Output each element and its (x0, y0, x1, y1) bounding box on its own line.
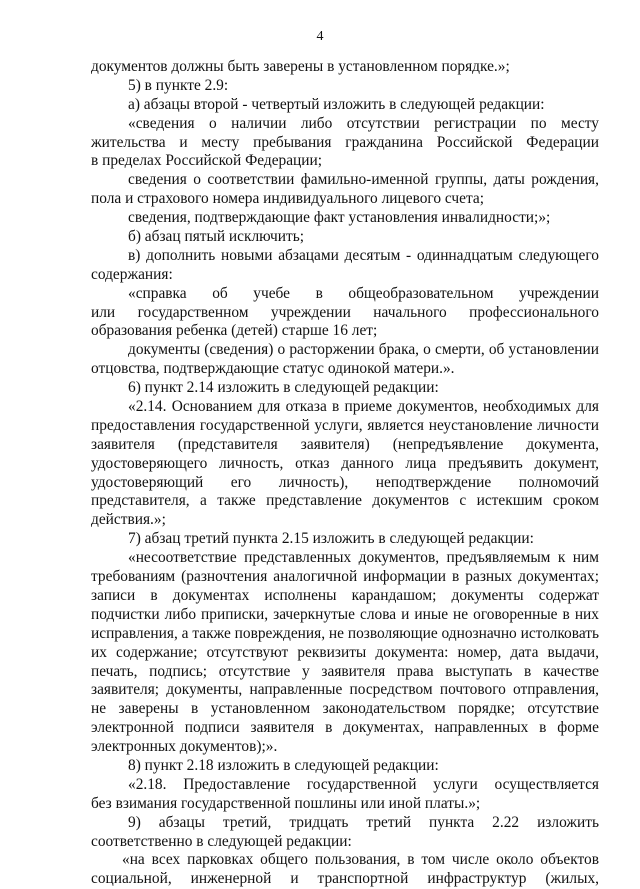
text-line: без взимания государственной пошлины или иной платы.»; (91, 794, 481, 812)
text-line: требованиям (разночтения аналогичной информации в разных документах; (91, 568, 599, 586)
text-line: электронных документов);». (91, 738, 278, 756)
text-line: удостоверяющий его личность), неподтверждение полномочий (91, 473, 599, 491)
text-line: образования ребенка (детей) старше 16 лет; (91, 322, 378, 340)
text-line: «справка об учебе в общеобразовательном учреждении (128, 284, 599, 302)
text-line: жительства и месту пребывания гражданина Российской Федерации (91, 133, 599, 151)
text-line: 7) абзац третий пункта 2.15 изложить в следующей редакции: (128, 530, 534, 548)
text-line: их содержание; отсутствуют реквизиты документа: номер, дата выдачи, (91, 643, 599, 661)
text-line: удостоверяющего личность, отказ данного лица предъявить документ, (91, 454, 599, 472)
text-line: предоставления государственной услуги, является неустановление личности (91, 416, 599, 434)
text-line: б) абзац пятый исключить; (128, 228, 305, 246)
text-line: в) дополнить новыми абзацами десятым - одиннадцатым следующего (128, 246, 599, 264)
text-line: сведения о соответствии фамильно-именной группы, даты рождения, (128, 171, 599, 189)
text-line: социальной, инженерной и транспортной инфраструктур (жилых, (91, 870, 599, 888)
text-line: документов должны быть заверены в установленном порядке.»; (91, 58, 510, 75)
text-line: 8) пункт 2.18 изложить в следующей редакции: (128, 756, 439, 774)
page-number: 4 (316, 29, 324, 44)
text-line: «на всех парковках общего пользования, в том числе около объектов (122, 851, 599, 869)
text-line: представителя, а также представление документов с истекшим сроком (91, 492, 599, 510)
text-line: подчистки либо приписки, зачеркнутые слова и иные не оговоренные в них (91, 605, 599, 623)
text-line: печать, подпись; отсутствие у заявителя права выступать в качестве (91, 662, 599, 680)
text-line: 9) абзацы третий, тридцать третий пункта 2.22 изложить (128, 813, 599, 831)
text-line: в пределах Российской Федерации; (91, 152, 323, 170)
text-line: «2.14. Основанием для отказа в приеме документов, необходимых для (128, 398, 599, 416)
text-line: действия.»; (91, 511, 166, 529)
text-line: или государственном учреждении начального профессионального (91, 303, 599, 321)
text-line: 5) в пункте 2.9: (128, 76, 229, 94)
text-line: «2.18. Предоставление государственной услуги осуществляется (128, 775, 599, 793)
text-line: исправления, а также повреждения, не позволяющие однозначно истолковать (91, 624, 599, 642)
text-line: не заверены в установленном законодательством порядке; отсутствие (91, 700, 599, 718)
text-line: а) абзацы второй - четвертый изложить в следующей редакции: (128, 95, 545, 113)
text-line: «сведения о наличии либо отсутствии регистрации по месту (128, 114, 599, 132)
text-line: заявителя (представителя заявителя) (непредъявление документа, (91, 435, 599, 453)
text-line: отцовства, подтверждающие статус одинокой матери.». (91, 360, 455, 378)
text-line: пола и страхового номера индивидуального лицевого счета; (91, 190, 485, 208)
text-line: 6) пункт 2.14 изложить в следующей редакции: (128, 379, 439, 397)
text-line: соответственно в следующей редакции: (91, 832, 352, 850)
text-line: заявителя; документы, направленные посредством почтового отправления, (91, 681, 599, 699)
text-line: электронной подписи заявителя в документах, направленных в форме (91, 719, 599, 737)
text-line: сведения, подтверждающие факт установления инвалидности;»; (128, 209, 551, 227)
text-line: записи в документах исполнены карандашом; документы содержат (91, 586, 599, 604)
text-line: документы (сведения) о расторжении брака, о смерти, об установлении (128, 341, 599, 359)
document-body (91, 58, 599, 889)
text-line: содержания: (91, 265, 173, 283)
text-line: «несоответствие представленных документов, предъявляемым к ним (128, 549, 599, 567)
